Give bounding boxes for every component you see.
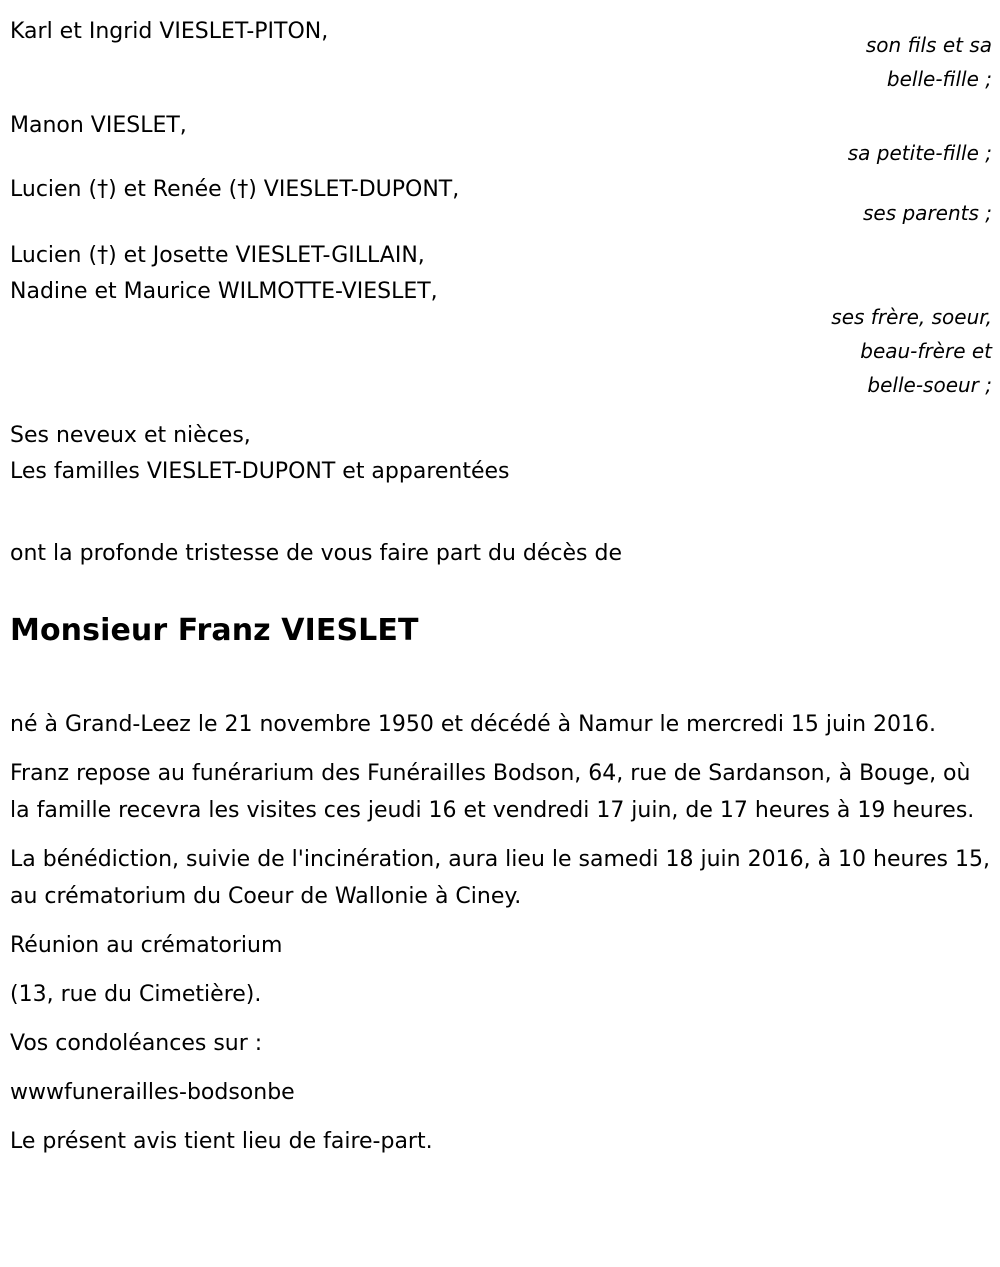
condolences-website-url: wwwfunerailles-bodsonbe [10,1080,295,1105]
relationship-label-line: belle-fille ; [886,67,992,91]
relationship-label-line: sa petite-fille ; [847,141,992,165]
family-name-group [10,418,510,490]
detail-paragraph-condolences-label: Vos condoléances sur : [10,1031,263,1056]
relationship-label-line: ses frère, soeur, [831,305,992,329]
family-relations-section [0,0,1000,500]
family-name-line: Manon VIESLET, [10,113,187,138]
family-name-line: Ses neveux et nièces, [10,423,251,448]
family-name-line: Lucien (†) et Renée (†) VIESLET-DUPONT, [10,177,460,202]
relationship-label-group [632,300,992,402]
detail-paragraph-ceremony: La bénédiction, suivie de l'incinération, aura lieu le samedi 18 juin 2016, à 10 heures 15, au crématorium du Coeur de Wallonie à Ciney. [10,847,990,909]
relationship-label-line: belle-soeur ; [867,373,992,397]
detail-paragraph-visitation: Franz repose au funérarium des Funérailles Bodson, 64, rue de Sardanson, à Bouge, où la famille recevra les visites ces jeudi 16 et vendredi 17 juin, de 17 heures à 19 heures. [10,761,975,823]
relationship-label-group [632,196,992,230]
funeral-details-section [10,706,992,1160]
relationship-label-group [632,28,992,96]
family-name-line: Les familles VIESLET-DUPONT et apparentées [10,459,510,484]
announcement-intro-text: ont la profonde tristesse de vous faire part du décès de [10,541,622,566]
family-name-group [10,172,459,208]
detail-paragraph-gathering: Réunion au crématorium [10,933,283,958]
relationship-label-group [632,136,992,170]
relationship-label-line: son fils et sa [865,33,992,57]
deceased-name-heading: Monsieur Franz VIESLET [10,613,419,648]
detail-paragraph-address: (13, rue du Cimetière). [10,982,262,1007]
family-name-line: Karl et Ingrid VIESLET-PITON, [10,19,329,44]
family-name-group [10,14,328,50]
detail-paragraph-birth-death: né à Grand-Leez le 21 novembre 1950 et décédé à Namur le mercredi 15 juin 2016. [10,712,937,737]
family-name-group [10,108,187,144]
detail-paragraph-notice-statement: Le présent avis tient lieu de faire-part. [10,1129,433,1154]
family-name-line: Lucien (†) et Josette VIESLET-GILLAIN, [10,243,425,268]
relationship-label-line: beau-frère et [860,339,992,363]
family-name-group [10,238,438,310]
relationship-label-line: ses parents ; [862,201,992,225]
family-name-line: Nadine et Maurice WILMOTTE-VIESLET, [10,279,438,304]
